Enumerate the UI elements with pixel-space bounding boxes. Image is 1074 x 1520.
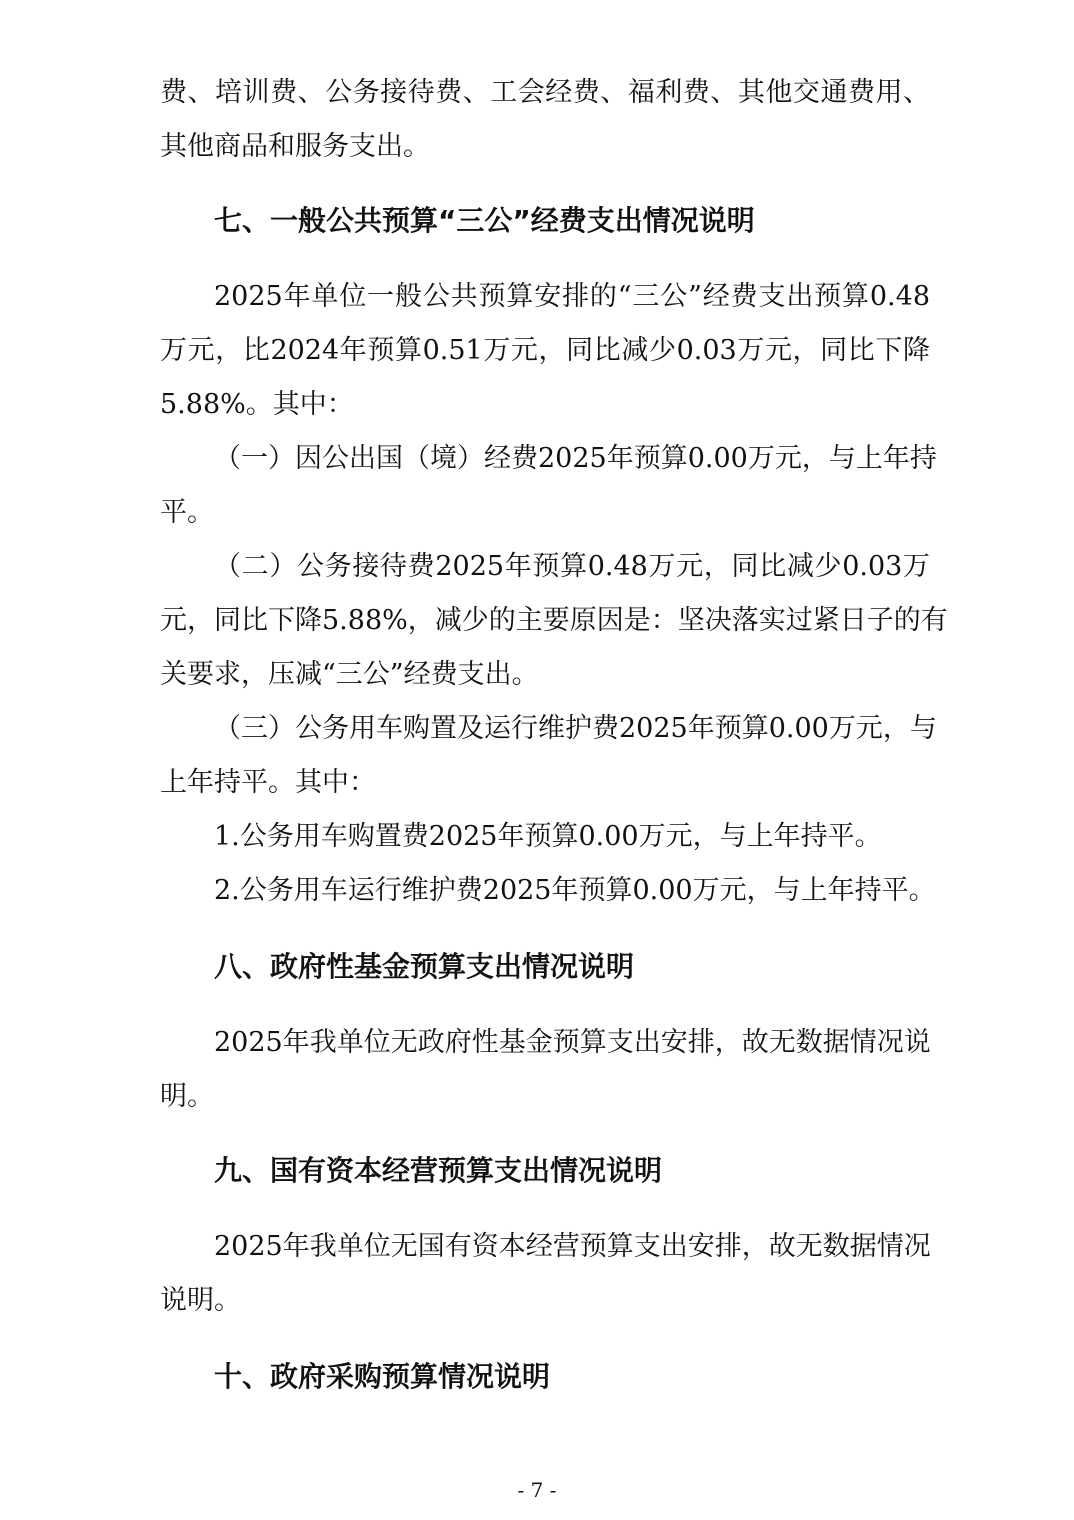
section-7-paragraph-line-3: 5.88%。其中： bbox=[160, 389, 354, 420]
section-7-sub-item-2: 2.公务用车运行维护费2025年预算0.00万元，与上年持平。 bbox=[214, 875, 936, 906]
intro-line-1: 费、培训费、公务接待费、工会经费、福利费、其他交通费用、 bbox=[160, 77, 930, 108]
section-7-item-2-line-1: （二）公务接待费2025年预算0.48万元，同比减少0.03万 bbox=[214, 551, 930, 582]
section-7-item-1-line-1: （一）因公出国（境）经费2025年预算0.00万元，与上年持 bbox=[214, 443, 937, 474]
page-number: - 7 - bbox=[517, 1478, 557, 1502]
section-9-line-2: 说明。 bbox=[160, 1285, 241, 1316]
section-9-heading: 九、国有资本经营预算支出情况说明 bbox=[214, 1154, 663, 1187]
section-8-line-1: 2025年我单位无政府性基金预算支出安排，故无数据情况说 bbox=[214, 1027, 931, 1058]
section-7-heading: 七、一般公共预算“三公”经费支出情况说明 bbox=[214, 204, 755, 237]
section-7-item-3-line-2: 上年持平。其中： bbox=[160, 767, 376, 798]
section-9-line-1: 2025年我单位无国有资本经营预算支出安排，故无数据情况 bbox=[214, 1231, 931, 1262]
section-8-line-2: 明。 bbox=[160, 1081, 214, 1112]
intro-line-2: 其他商品和服务支出。 bbox=[160, 131, 430, 162]
section-7-item-2-line-2: 元，同比下降5.88%，减少的主要原因是：坚决落实过紧日子的有 bbox=[160, 605, 948, 636]
section-7-paragraph-line-2: 万元，比2024年预算0.51万元，同比减少0.03万元，同比下降 bbox=[160, 335, 930, 366]
section-7-paragraph-line-1: 2025年单位一般公共预算安排的“三公”经费支出预算0.48 bbox=[214, 281, 930, 312]
section-10-heading: 十、政府采购预算情况说明 bbox=[214, 1360, 551, 1393]
section-7-item-2-line-3: 关要求，压减“三公”经费支出。 bbox=[160, 659, 539, 690]
section-7-item-1-line-2: 平。 bbox=[160, 497, 214, 528]
section-7-item-3-line-1: （三）公务用车购置及运行维护费2025年预算0.00万元，与 bbox=[214, 713, 937, 744]
section-8-heading: 八、政府性基金预算支出情况说明 bbox=[214, 950, 635, 983]
section-7-sub-item-1: 1.公务用车购置费2025年预算0.00万元，与上年持平。 bbox=[214, 821, 882, 852]
